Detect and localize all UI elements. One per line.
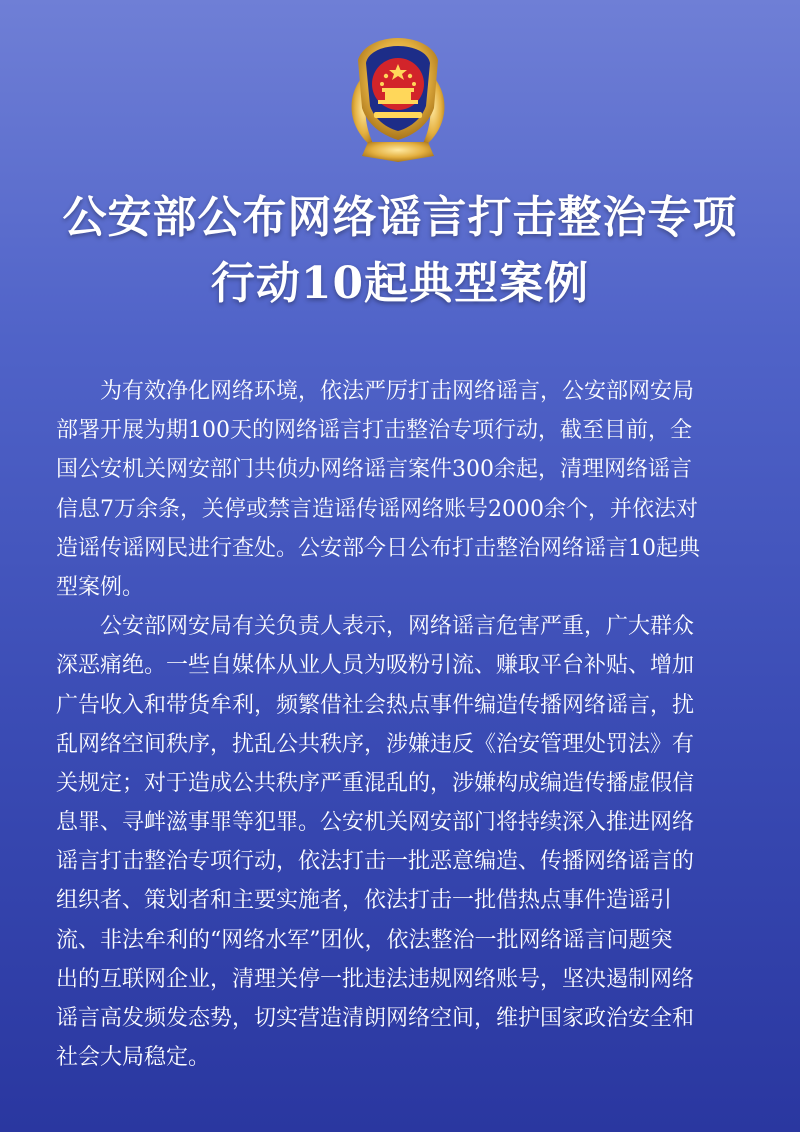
body-line: 广告收入和带货牟利，频繁借社会热点事件编造传播网络谣言，扰: [56, 692, 695, 718]
body-line: 公安部网安局有关负责人表示，网络谣言危害严重，广大群众: [56, 614, 695, 640]
body-line: 组织者、策划者和主要实施者，依法打击一批借热点事件造谣引: [56, 888, 673, 914]
page-title: [20, 185, 780, 317]
body-line: 谣言高发频发态势，切实营造清朗网络空间，维护国家政治安全和: [56, 1006, 695, 1031]
body-line: 社会大局稳定。: [56, 1045, 211, 1071]
title-line-1: 公安部公布网络谣言打击整治专项: [62, 192, 738, 243]
body-line: 国公安机关网安部门共侦办网络谣言案件300余起，清理网络谣言: [56, 457, 692, 483]
body-line: 部署开展为期100天的网络谣言打击整治专项行动，截至目前，全: [56, 418, 692, 444]
body-line: 息罪、寻衅滋事罪等犯罪。公安机关网安部门将持续深入推进网络: [56, 810, 695, 836]
title-line-2: 行动10起典型案例: [210, 258, 590, 309]
police-emblem-icon: [338, 30, 458, 162]
body-line: 关规定；对于造成公共秩序严重混乱的，涉嫌构成编造传播虚假信: [56, 770, 695, 796]
body-line: 出的互联网企业，清理关停一批违法违规网络账号，坚决遏制网络: [56, 966, 695, 992]
body-line: 型案例。: [56, 574, 145, 600]
body-line: 信息7万余条，关停或禁言造谣传谣网络账号2000余个，并依法对: [56, 496, 698, 522]
article-body: [56, 372, 752, 1077]
body-line: 造谣传谣网民进行查处。公安部今日公布打击整治网络谣言10起典: [56, 535, 700, 561]
body-line: 谣言打击整治专项行动，依法打击一批恶意编造、传播网络谣言的: [56, 849, 695, 875]
body-line: 为有效净化网络环境，依法严厉打击网络谣言，公安部网安局: [56, 379, 695, 404]
body-line: 乱网络空间秩序，扰乱公共秩序，涉嫌违反《治安管理处罚法》有: [56, 731, 695, 757]
body-line: 深恶痛绝。一些自媒体从业人员为吸粉引流、赚取平台补贴、增加: [56, 653, 695, 679]
body-line: 流、非法牟利的“网络水军”团伙，依法整治一批网络谣言问题突: [56, 927, 673, 953]
